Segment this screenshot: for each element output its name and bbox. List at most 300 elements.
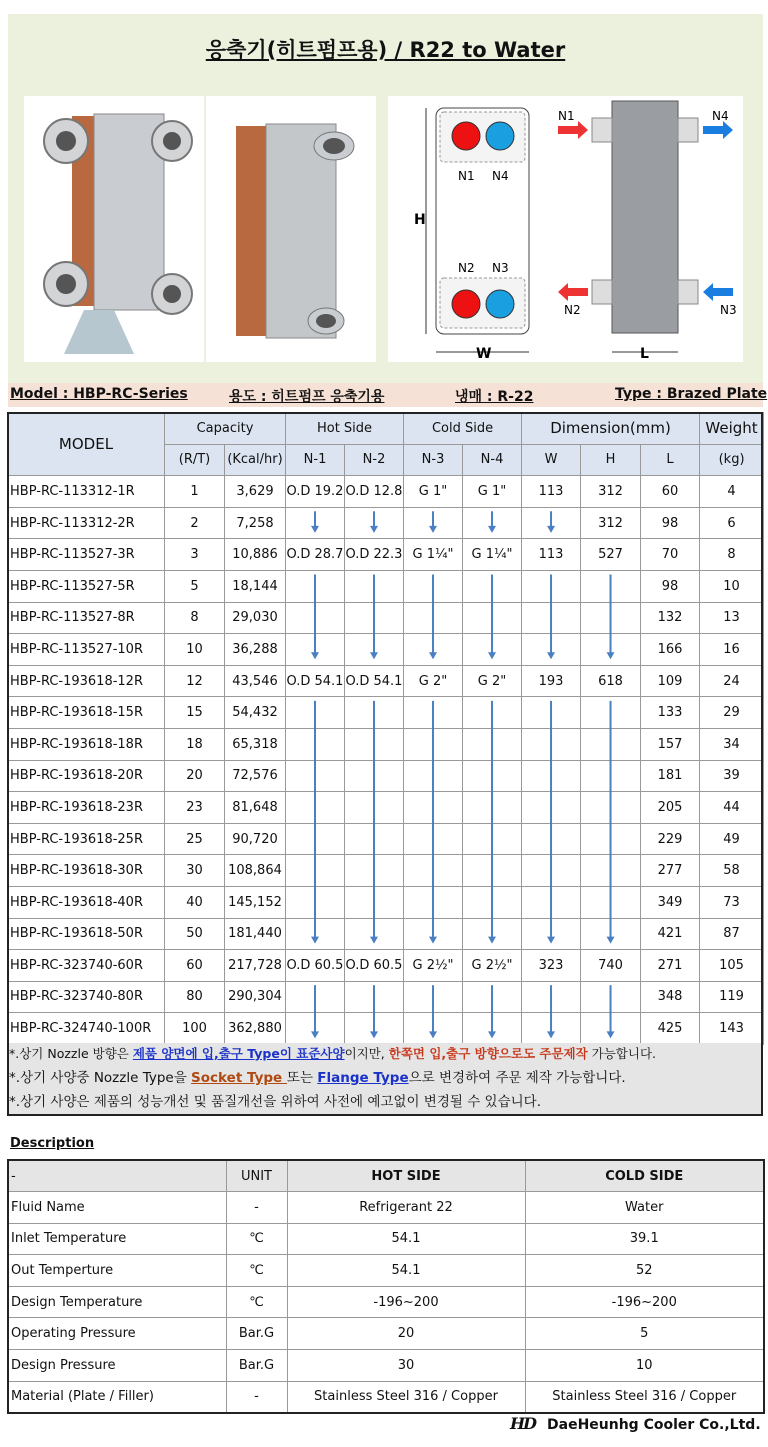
table-cell: HBP-RC-193618-15R bbox=[8, 697, 165, 729]
table-cell: 145,152 bbox=[225, 886, 286, 918]
table-row bbox=[8, 1286, 764, 1318]
table-cell: 108,864 bbox=[225, 855, 286, 887]
desc-header-hot: HOT SIDE bbox=[287, 1160, 525, 1192]
table-cell: 3,629 bbox=[225, 476, 286, 508]
table-cell: Water bbox=[525, 1192, 764, 1224]
table-cell: 205 bbox=[641, 792, 700, 824]
table-cell bbox=[345, 855, 404, 887]
table-cell: O.D 54.1 bbox=[286, 665, 345, 697]
table-cell: Design Pressure bbox=[8, 1350, 226, 1382]
table-cell bbox=[522, 634, 581, 666]
table-cell: 73 bbox=[700, 886, 764, 918]
header-n3: N-3 bbox=[404, 444, 463, 476]
table-cell: 30 bbox=[287, 1350, 525, 1382]
table-cell bbox=[463, 570, 522, 602]
header-n1: N-1 bbox=[286, 444, 345, 476]
table-row bbox=[8, 1381, 764, 1413]
table-cell bbox=[581, 602, 641, 634]
table-cell bbox=[463, 602, 522, 634]
table-cell: 60 bbox=[641, 476, 700, 508]
table-cell: 3 bbox=[165, 539, 225, 571]
table-cell: G 2" bbox=[404, 665, 463, 697]
table-cell: O.D 60.5 bbox=[345, 950, 404, 982]
description-table bbox=[7, 1159, 765, 1414]
table-cell: 13 bbox=[700, 602, 764, 634]
table-cell: Inlet Temperature bbox=[8, 1223, 226, 1255]
table-cell bbox=[345, 602, 404, 634]
table-cell: 527 bbox=[581, 539, 641, 571]
table-row bbox=[8, 570, 764, 602]
table-cell bbox=[581, 855, 641, 887]
table-cell: 54,432 bbox=[225, 697, 286, 729]
table-cell: 90,720 bbox=[225, 823, 286, 855]
table-row bbox=[8, 792, 764, 824]
table-cell: -196~200 bbox=[287, 1286, 525, 1318]
table-cell bbox=[581, 570, 641, 602]
table-cell: 277 bbox=[641, 855, 700, 887]
table-cell bbox=[463, 634, 522, 666]
table-cell: G 1" bbox=[404, 476, 463, 508]
svg-text:N3: N3 bbox=[720, 303, 737, 317]
table-cell: O.D 12.8 bbox=[345, 476, 404, 508]
table-cell: 312 bbox=[581, 476, 641, 508]
table-row bbox=[8, 539, 764, 571]
table-cell: 348 bbox=[641, 981, 700, 1013]
table-row bbox=[8, 981, 764, 1013]
note-3: *.상기 사양은 제품의 성능개선 및 품질개선을 위하여 사전에 예고없이 변경될 수 있습니다. bbox=[9, 1094, 542, 1110]
table-cell: 7,258 bbox=[225, 507, 286, 539]
table-cell bbox=[463, 855, 522, 887]
footer bbox=[510, 1414, 761, 1433]
table-cell bbox=[345, 823, 404, 855]
table-cell: 98 bbox=[641, 570, 700, 602]
table-cell: 132 bbox=[641, 602, 700, 634]
table-cell bbox=[581, 918, 641, 950]
table-cell: 25 bbox=[165, 823, 225, 855]
table-cell: 181 bbox=[641, 760, 700, 792]
table-row bbox=[8, 886, 764, 918]
table-cell: 72,576 bbox=[225, 760, 286, 792]
table-cell bbox=[463, 507, 522, 539]
table-row bbox=[8, 665, 764, 697]
company-name: DaeHeunhg Cooler Co.,Ltd. bbox=[547, 1417, 761, 1433]
table-cell bbox=[463, 792, 522, 824]
table-cell: HBP-RC-323740-80R bbox=[8, 981, 165, 1013]
header-kcal: (Kcal/hr) bbox=[225, 444, 286, 476]
table-cell: 50 bbox=[165, 918, 225, 950]
table-cell bbox=[286, 792, 345, 824]
table-cell: 81,648 bbox=[225, 792, 286, 824]
table-cell: 6 bbox=[700, 507, 764, 539]
table-cell: G 2" bbox=[463, 665, 522, 697]
table-cell bbox=[581, 981, 641, 1013]
table-cell bbox=[286, 886, 345, 918]
table-cell bbox=[404, 570, 463, 602]
table-cell: 8 bbox=[165, 602, 225, 634]
table-cell: 157 bbox=[641, 728, 700, 760]
desc-header-unit: UNIT bbox=[226, 1160, 287, 1192]
label-n3: N3 bbox=[492, 261, 509, 275]
table-cell: O.D 22.3 bbox=[345, 539, 404, 571]
table-cell: 323 bbox=[522, 950, 581, 982]
table-cell: O.D 54.1 bbox=[345, 665, 404, 697]
table-cell: 54.1 bbox=[287, 1255, 525, 1287]
header-h: H bbox=[581, 444, 641, 476]
table-cell: 217,728 bbox=[225, 950, 286, 982]
table-cell: HBP-RC-193618-23R bbox=[8, 792, 165, 824]
table-cell bbox=[581, 697, 641, 729]
table-cell: G 2½" bbox=[404, 950, 463, 982]
table-cell: 29,030 bbox=[225, 602, 286, 634]
table-cell: HBP-RC-113527-10R bbox=[8, 634, 165, 666]
table-row bbox=[8, 507, 764, 539]
table-cell: 23 bbox=[165, 792, 225, 824]
table-cell: HBP-RC-113527-8R bbox=[8, 602, 165, 634]
label-n4: N4 bbox=[492, 169, 509, 183]
table-cell: Bar.G bbox=[226, 1318, 287, 1350]
table-cell bbox=[463, 981, 522, 1013]
table-cell: 16 bbox=[700, 634, 764, 666]
table-cell bbox=[286, 855, 345, 887]
table-cell bbox=[286, 507, 345, 539]
table-row bbox=[8, 634, 764, 666]
table-cell: Out Temperture bbox=[8, 1255, 226, 1287]
table-cell: - bbox=[226, 1381, 287, 1413]
table-cell: HBP-RC-193618-20R bbox=[8, 760, 165, 792]
table-cell: 4 bbox=[700, 476, 764, 508]
table-cell bbox=[404, 823, 463, 855]
table-cell bbox=[345, 918, 404, 950]
table-cell bbox=[581, 792, 641, 824]
header-n2: N-2 bbox=[345, 444, 404, 476]
table-cell: 40 bbox=[165, 886, 225, 918]
table-cell: 5 bbox=[165, 570, 225, 602]
product-photo-flanged bbox=[24, 96, 204, 362]
header-n4: N-4 bbox=[463, 444, 522, 476]
table-cell: 65,318 bbox=[225, 728, 286, 760]
table-cell bbox=[404, 1013, 463, 1045]
table-cell: G 1¼" bbox=[463, 539, 522, 571]
table-cell: Design Temperature bbox=[8, 1286, 226, 1318]
table-cell bbox=[522, 1013, 581, 1045]
table-cell: 109 bbox=[641, 665, 700, 697]
table-cell: HBP-RC-113312-2R bbox=[8, 507, 165, 539]
svg-text:N2: N2 bbox=[564, 303, 581, 317]
table-cell: 87 bbox=[700, 918, 764, 950]
table-cell: 49 bbox=[700, 823, 764, 855]
table-row bbox=[8, 1350, 764, 1382]
table-cell bbox=[286, 918, 345, 950]
table-cell: Stainless Steel 316 / Copper bbox=[287, 1381, 525, 1413]
table-cell bbox=[345, 792, 404, 824]
label-w: W bbox=[476, 346, 492, 362]
header-l: L bbox=[641, 444, 700, 476]
table-cell: 39 bbox=[700, 760, 764, 792]
table-cell: 362,880 bbox=[225, 1013, 286, 1045]
table-cell: 2 bbox=[165, 507, 225, 539]
table-cell: 290,304 bbox=[225, 981, 286, 1013]
table-row bbox=[8, 728, 764, 760]
table-cell bbox=[522, 823, 581, 855]
table-cell: -196~200 bbox=[525, 1286, 764, 1318]
table-cell: 10 bbox=[165, 634, 225, 666]
table-cell: HBP-RC-324740-100R bbox=[8, 1013, 165, 1045]
table-cell: HBP-RC-113312-1R bbox=[8, 476, 165, 508]
table-cell: HBP-RC-113527-3R bbox=[8, 539, 165, 571]
table-cell: 105 bbox=[700, 950, 764, 982]
table-row bbox=[8, 697, 764, 729]
table-cell: 60 bbox=[165, 950, 225, 982]
table-cell bbox=[463, 760, 522, 792]
table-cell: 8 bbox=[700, 539, 764, 571]
table-cell bbox=[463, 823, 522, 855]
table-cell bbox=[404, 507, 463, 539]
table-cell bbox=[404, 760, 463, 792]
table-cell: O.D 60.5 bbox=[286, 950, 345, 982]
header-capacity: Capacity bbox=[165, 413, 286, 445]
table-cell: 18,144 bbox=[225, 570, 286, 602]
table-cell bbox=[345, 570, 404, 602]
header-cold-side: Cold Side bbox=[404, 413, 522, 445]
table-cell: 34 bbox=[700, 728, 764, 760]
table-cell: G 2½" bbox=[463, 950, 522, 982]
table-cell bbox=[345, 886, 404, 918]
table-cell bbox=[404, 634, 463, 666]
table-cell: 80 bbox=[165, 981, 225, 1013]
dimension-diagram bbox=[388, 96, 743, 362]
table-row bbox=[8, 476, 764, 508]
table-cell: 312 bbox=[581, 507, 641, 539]
svg-text:N1: N1 bbox=[558, 109, 575, 123]
table-cell bbox=[404, 981, 463, 1013]
refrigerant: 냉매 : R-22 bbox=[455, 389, 534, 405]
svg-text:N4: N4 bbox=[712, 109, 729, 123]
table-cell: ℃ bbox=[226, 1286, 287, 1318]
label-h: H bbox=[414, 212, 426, 228]
type: Type : Brazed Plate bbox=[615, 386, 768, 402]
table-cell: Fluid Name bbox=[8, 1192, 226, 1224]
table-cell bbox=[522, 507, 581, 539]
table-cell: 421 bbox=[641, 918, 700, 950]
table-cell: 166 bbox=[641, 634, 700, 666]
table-row bbox=[8, 823, 764, 855]
table-cell: 10 bbox=[525, 1350, 764, 1382]
table-cell: 98 bbox=[641, 507, 700, 539]
table-cell bbox=[522, 602, 581, 634]
label-n2: N2 bbox=[458, 261, 475, 275]
table-cell: 52 bbox=[525, 1255, 764, 1287]
table-cell bbox=[345, 728, 404, 760]
table-cell bbox=[404, 855, 463, 887]
table-cell: 10,886 bbox=[225, 539, 286, 571]
table-cell bbox=[522, 981, 581, 1013]
table-cell: 229 bbox=[641, 823, 700, 855]
table-cell: HBP-RC-193618-18R bbox=[8, 728, 165, 760]
table-cell bbox=[286, 602, 345, 634]
table-cell: 43,546 bbox=[225, 665, 286, 697]
table-cell: 100 bbox=[165, 1013, 225, 1045]
table-cell: 20 bbox=[287, 1318, 525, 1350]
table-cell bbox=[522, 855, 581, 887]
page-title: 응축기(히트펌프용) / R22 to Water bbox=[205, 38, 566, 62]
table-row bbox=[8, 760, 764, 792]
table-cell: 740 bbox=[581, 950, 641, 982]
table-cell bbox=[463, 1013, 522, 1045]
table-cell bbox=[345, 697, 404, 729]
table-cell: 1 bbox=[165, 476, 225, 508]
table-cell: 349 bbox=[641, 886, 700, 918]
table-cell bbox=[522, 918, 581, 950]
desc-header-dash: - bbox=[8, 1160, 226, 1192]
table-cell bbox=[345, 760, 404, 792]
header-model: MODEL bbox=[8, 413, 165, 476]
table-cell: HBP-RC-193618-50R bbox=[8, 918, 165, 950]
table-cell bbox=[581, 886, 641, 918]
header-dimension: Dimension(mm) bbox=[522, 413, 700, 445]
table-cell: 193 bbox=[522, 665, 581, 697]
table-cell bbox=[463, 918, 522, 950]
table-cell bbox=[345, 1013, 404, 1045]
table-cell: O.D 28.7 bbox=[286, 539, 345, 571]
table-cell: 119 bbox=[700, 981, 764, 1013]
table-cell: 10 bbox=[700, 570, 764, 602]
table-cell: G 1" bbox=[463, 476, 522, 508]
table-cell: G 1¼" bbox=[404, 539, 463, 571]
table-cell bbox=[404, 697, 463, 729]
table-cell: 18 bbox=[165, 728, 225, 760]
note-2: *.상기 사양중 Nozzle Type을 Socket Type 또는 Flange Type으로 변경하여 주문 제작 가능합니다. bbox=[9, 1070, 626, 1086]
usage: 용도 : 히트펌프 응축기용 bbox=[229, 389, 385, 405]
table-cell: 30 bbox=[165, 855, 225, 887]
table-cell: 24 bbox=[700, 665, 764, 697]
table-row bbox=[8, 950, 764, 982]
table-cell bbox=[404, 792, 463, 824]
table-cell: Refrigerant 22 bbox=[287, 1192, 525, 1224]
table-cell bbox=[286, 728, 345, 760]
table-cell bbox=[581, 728, 641, 760]
table-cell: 54.1 bbox=[287, 1223, 525, 1255]
table-cell: 15 bbox=[165, 697, 225, 729]
table-cell bbox=[522, 886, 581, 918]
table-cell bbox=[286, 634, 345, 666]
table-cell bbox=[463, 886, 522, 918]
table-cell: HBP-RC-193618-40R bbox=[8, 886, 165, 918]
table-cell bbox=[286, 981, 345, 1013]
product-photo-brazed bbox=[206, 96, 376, 362]
table-cell: HBP-RC-193618-12R bbox=[8, 665, 165, 697]
table-cell: Operating Pressure bbox=[8, 1318, 226, 1350]
table-cell: HBP-RC-113527-5R bbox=[8, 570, 165, 602]
company-logo: HD bbox=[510, 1414, 535, 1433]
table-cell bbox=[522, 792, 581, 824]
table-cell: 133 bbox=[641, 697, 700, 729]
table-cell bbox=[522, 728, 581, 760]
table-cell: 29 bbox=[700, 697, 764, 729]
table-cell bbox=[522, 760, 581, 792]
table-row bbox=[8, 918, 764, 950]
table-cell: 36,288 bbox=[225, 634, 286, 666]
table-row bbox=[8, 1318, 764, 1350]
label-l: L bbox=[640, 346, 649, 362]
header-w: W bbox=[522, 444, 581, 476]
table-cell bbox=[286, 760, 345, 792]
table-row bbox=[8, 1192, 764, 1224]
table-cell bbox=[286, 823, 345, 855]
spec-table bbox=[7, 412, 764, 1045]
table-cell bbox=[404, 886, 463, 918]
table-cell bbox=[581, 634, 641, 666]
table-cell bbox=[286, 1013, 345, 1045]
table-cell: 618 bbox=[581, 665, 641, 697]
table-row bbox=[8, 1255, 764, 1287]
table-cell bbox=[404, 728, 463, 760]
model-series: Model : HBP-RC-Series bbox=[10, 386, 188, 402]
table-cell: ℃ bbox=[226, 1255, 287, 1287]
table-cell: HBP-RC-193618-30R bbox=[8, 855, 165, 887]
table-row bbox=[8, 1223, 764, 1255]
table-cell bbox=[286, 570, 345, 602]
description-title: Description bbox=[10, 1136, 95, 1151]
table-cell: 271 bbox=[641, 950, 700, 982]
table-cell bbox=[345, 981, 404, 1013]
table-cell bbox=[581, 1013, 641, 1045]
table-cell: 70 bbox=[641, 539, 700, 571]
table-cell: 58 bbox=[700, 855, 764, 887]
header-rt: (R/T) bbox=[165, 444, 225, 476]
table-cell bbox=[581, 760, 641, 792]
table-cell: - bbox=[226, 1192, 287, 1224]
table-cell: 143 bbox=[700, 1013, 764, 1045]
table-cell bbox=[404, 602, 463, 634]
header-hot-side: Hot Side bbox=[286, 413, 404, 445]
table-cell bbox=[522, 697, 581, 729]
table-cell: Material (Plate / Filler) bbox=[8, 1381, 226, 1413]
table-cell: HBP-RC-323740-60R bbox=[8, 950, 165, 982]
desc-header-cold: COLD SIDE bbox=[525, 1160, 764, 1192]
table-cell: Stainless Steel 316 / Copper bbox=[525, 1381, 764, 1413]
table-cell bbox=[463, 697, 522, 729]
header-panel bbox=[8, 14, 763, 407]
table-cell bbox=[522, 570, 581, 602]
table-cell: Bar.G bbox=[226, 1350, 287, 1382]
table-row bbox=[8, 1013, 764, 1045]
table-row bbox=[8, 602, 764, 634]
note-1: *.상기 Nozzle 방향은 제품 양면에 입,출구 Type이 표준사양이지만, 한쪽면 입,출구 방향으로도 주문제작 가능합니다. bbox=[9, 1046, 657, 1061]
table-cell bbox=[345, 634, 404, 666]
header-kg: (kg) bbox=[700, 444, 764, 476]
table-cell: HBP-RC-193618-25R bbox=[8, 823, 165, 855]
table-cell: 20 bbox=[165, 760, 225, 792]
table-cell bbox=[463, 728, 522, 760]
notes bbox=[7, 1043, 763, 1116]
table-cell: 181,440 bbox=[225, 918, 286, 950]
table-cell: 113 bbox=[522, 476, 581, 508]
model-bar bbox=[8, 383, 768, 407]
label-n1: N1 bbox=[458, 169, 475, 183]
table-cell: 425 bbox=[641, 1013, 700, 1045]
table-cell: ℃ bbox=[226, 1223, 287, 1255]
header-weight: Weight bbox=[700, 413, 764, 445]
table-cell: O.D 19.2 bbox=[286, 476, 345, 508]
table-cell: 5 bbox=[525, 1318, 764, 1350]
table-cell bbox=[345, 507, 404, 539]
table-cell: 113 bbox=[522, 539, 581, 571]
table-cell: 39.1 bbox=[525, 1223, 764, 1255]
table-cell bbox=[581, 823, 641, 855]
table-cell bbox=[404, 918, 463, 950]
table-cell: 12 bbox=[165, 665, 225, 697]
table-row bbox=[8, 855, 764, 887]
